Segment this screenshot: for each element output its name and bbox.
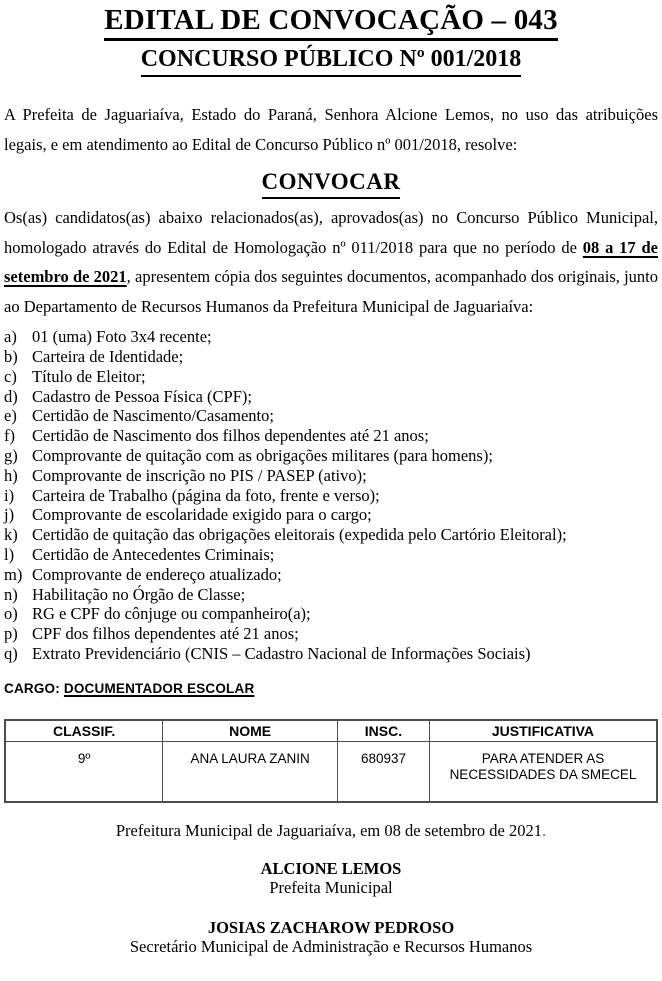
- list-item-text: Título de Eleitor;: [32, 366, 146, 386]
- table-header-insc: INSC.: [338, 720, 430, 742]
- list-item-letter: m): [4, 564, 23, 584]
- list-item-text: 01 (uma) Foto 3x4 recente;: [32, 327, 212, 347]
- list-item-letter: i): [4, 485, 15, 505]
- list-item-text: Certidão de quitação das obrigações eleitorais (expedida pelo Cartório Eleitoral);: [32, 525, 567, 545]
- list-item: [4, 466, 658, 486]
- list-item-text: CPF dos filhos dependentes até 21 anos;: [32, 624, 299, 644]
- list-item: [4, 505, 658, 525]
- candidates-table: [4, 719, 658, 803]
- list-item-text: Comprovante de quitação com as obrigações militares (para homens);: [32, 445, 493, 465]
- convocation-text-before: Os(as) candidatos(as) abaixo relacionados(as), aprovados(as) no Concurso Público Municipal, homologado através do Edital de Homologação nº 011/2018 para que no período de: [4, 208, 658, 257]
- cargo-line: [4, 680, 658, 698]
- list-item-letter: n): [4, 584, 18, 604]
- list-item-letter: o): [4, 604, 18, 624]
- list-item-text: Cadastro de Pessoa Física (CPF);: [32, 386, 252, 406]
- list-item-letter: f): [4, 426, 15, 446]
- document-title: EDITAL DE CONVOCAÇÃO – 043: [104, 4, 558, 41]
- list-item: [4, 406, 658, 426]
- list-item-letter: b): [4, 346, 18, 366]
- list-item-text: Certidão de Antecedentes Criminais;: [32, 544, 275, 564]
- document-subtitle: CONCURSO PÚBLICO Nº 001/2018: [141, 45, 522, 77]
- signature-role: Prefeita Municipal: [269, 877, 393, 897]
- list-item-text: Extrato Previdenciário (CNIS – Cadastro Nacional de Informações Sociais): [32, 643, 531, 663]
- list-item-text: Comprovante de escolaridade exigido para o cargo;: [32, 505, 372, 525]
- cell-justificativa: PARA ATENDER AS NECESSIDADES DA SMECEL: [429, 742, 657, 802]
- list-item-letter: k): [4, 525, 18, 545]
- cell-classif: 9º: [5, 742, 163, 802]
- table-header-row: [5, 720, 657, 742]
- convocation-paragraph: [4, 203, 658, 321]
- signature-block-prefeita: [4, 859, 658, 897]
- signature-role: Secretário Municipal de Administração e Recursos Humanos: [129, 936, 533, 956]
- signature-block-secretario: [4, 918, 658, 956]
- convocation-period-highlight: 08 a 17 de setembro de 2021: [4, 237, 658, 287]
- list-item: [4, 604, 658, 624]
- cell-insc: 680937: [338, 742, 430, 802]
- list-item-text: Certidão de Nascimento dos filhos dependentes até 21 anos;: [32, 426, 429, 446]
- list-item: [4, 644, 658, 664]
- list-item: [4, 347, 658, 367]
- list-item-letter: h): [4, 465, 18, 485]
- table-header-nome: NOME: [163, 720, 338, 742]
- cargo-label: CARGO:: [4, 680, 60, 696]
- cargo-value: DOCUMENTADOR ESCOLAR: [63, 680, 255, 696]
- cell-nome: ANA LAURA ZANIN: [163, 742, 338, 802]
- list-item: [4, 486, 658, 506]
- list-item: [4, 624, 658, 644]
- signature-name: ALCIONE LEMOS: [260, 858, 402, 878]
- list-item-letter: j): [4, 505, 15, 525]
- date-line: [4, 821, 658, 841]
- list-item-text: Certidão de Nascimento/Casamento;: [32, 406, 274, 426]
- list-item-letter: p): [4, 624, 18, 644]
- list-item-letter: g): [4, 445, 18, 465]
- list-item-text: Carteira de Trabalho (página da foto, frente e verso);: [32, 485, 380, 505]
- list-item-letter: d): [4, 386, 18, 406]
- convocation-text-after: , apresentem cópia dos seguintes documentos, acompanhado dos originais, junto ao Departamento de Recursos Humanos da Prefeitura Municipal de Jaguariaíva:: [4, 267, 658, 316]
- list-item: [4, 387, 658, 407]
- list-item-text: RG e CPF do cônjuge ou companheiro(a);: [32, 604, 311, 624]
- table-header-justificativa: JUSTIFICATIVA: [429, 720, 657, 742]
- list-item-letter: c): [4, 366, 17, 386]
- list-item-text: Habilitação no Órgão de Classe;: [32, 584, 246, 604]
- date-text: Prefeitura Municipal de Jaguariaíva, em 08 de setembro de 2021: [115, 820, 542, 840]
- table-row: [5, 742, 657, 802]
- list-item: [4, 426, 658, 446]
- convocar-heading: CONVOCAR: [262, 167, 401, 199]
- intro-paragraph: A Prefeita de Jaguariaíva, Estado do Paraná, Senhora Alcione Lemos, no uso das atribuições legais, e em atendimento ao Edital de Concurso Público nº 001/2018, resolve:: [4, 105, 658, 154]
- list-item-letter: q): [4, 643, 18, 663]
- list-item: [4, 327, 658, 347]
- signature-name: JOSIAS ZACHAROW PEDROSO: [207, 917, 455, 937]
- list-item-letter: a): [4, 327, 17, 347]
- list-item: [4, 585, 658, 605]
- list-item: [4, 545, 658, 565]
- list-item: [4, 367, 658, 387]
- list-item: [4, 446, 658, 466]
- date-period: .: [541, 820, 547, 840]
- list-item-letter: l): [4, 544, 15, 564]
- list-item: [4, 565, 658, 585]
- list-item: [4, 525, 658, 545]
- list-item-letter: e): [4, 406, 17, 426]
- list-item-text: Carteira de Identidade;: [32, 346, 184, 366]
- table-header-classif: CLASSIF.: [5, 720, 163, 742]
- required-documents-list: [4, 327, 658, 664]
- list-item-text: Comprovante de inscrição no PIS / PASEP (ativo);: [32, 465, 367, 485]
- list-item-text: Comprovante de endereço atualizado;: [32, 564, 282, 584]
